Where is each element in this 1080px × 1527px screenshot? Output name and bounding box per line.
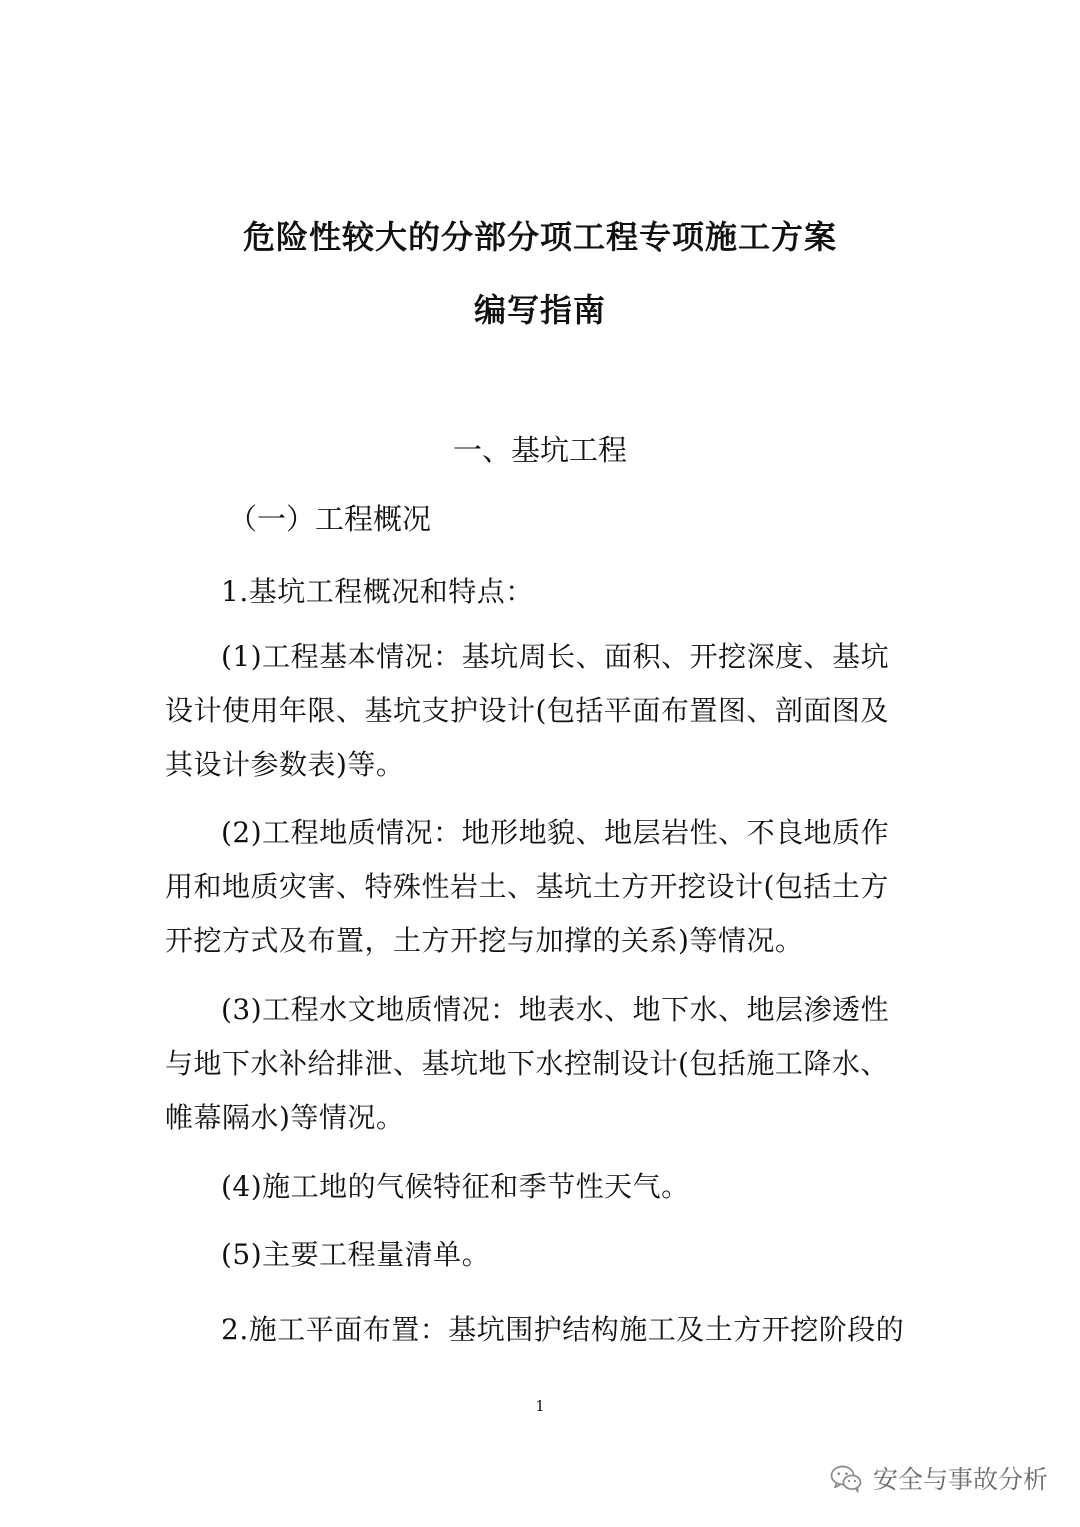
paragraph-2: (1)工程基本情况：基坑周长、面积、开挖深度、基坑设计使用年限、基坑支护设计(包括平面布置图、剖面图及其设计参数表)等。 xyxy=(165,640,890,781)
watermark-text: 安全与事故分析 xyxy=(872,1465,1048,1494)
watermark xyxy=(829,1460,1048,1496)
section-heading: 一、基坑工程 xyxy=(452,433,627,467)
paragraph-4: (3)工程水文地质情况：地表水、地下水、地层渗透性与地下水补给排泄、基坑地下水控制设计(包括施工降水、帷幕隔水)等情况。 xyxy=(165,993,890,1134)
paragraph-3: (2)工程地质情况：地形地貌、地层岩性、不良地质作用和地质灾害、特殊性岩土、基坑土方开挖设计(包括土方开挖方式及布置，土方开挖与加撑的关系)等情况。 xyxy=(165,816,890,957)
document-title-line-1: 危险性较大的分部分项工程专项施工方案 xyxy=(242,218,837,256)
sub-heading: （一）工程概况 xyxy=(228,502,432,536)
wechat-icon xyxy=(829,1461,863,1495)
page-number: 1 xyxy=(535,1397,545,1415)
paragraph-6: (5)主要工程量清单。 xyxy=(221,1238,491,1271)
paragraph-5: (4)施工地的气候特征和季节性天气。 xyxy=(221,1170,690,1203)
paragraph-7: 2.施工平面布置：基坑围护结构施工及土方开挖阶段的 xyxy=(221,1313,905,1346)
document-title-line-2: 编写指南 xyxy=(473,291,606,329)
paragraph-1: 1.基坑工程概况和特点： xyxy=(221,575,534,608)
